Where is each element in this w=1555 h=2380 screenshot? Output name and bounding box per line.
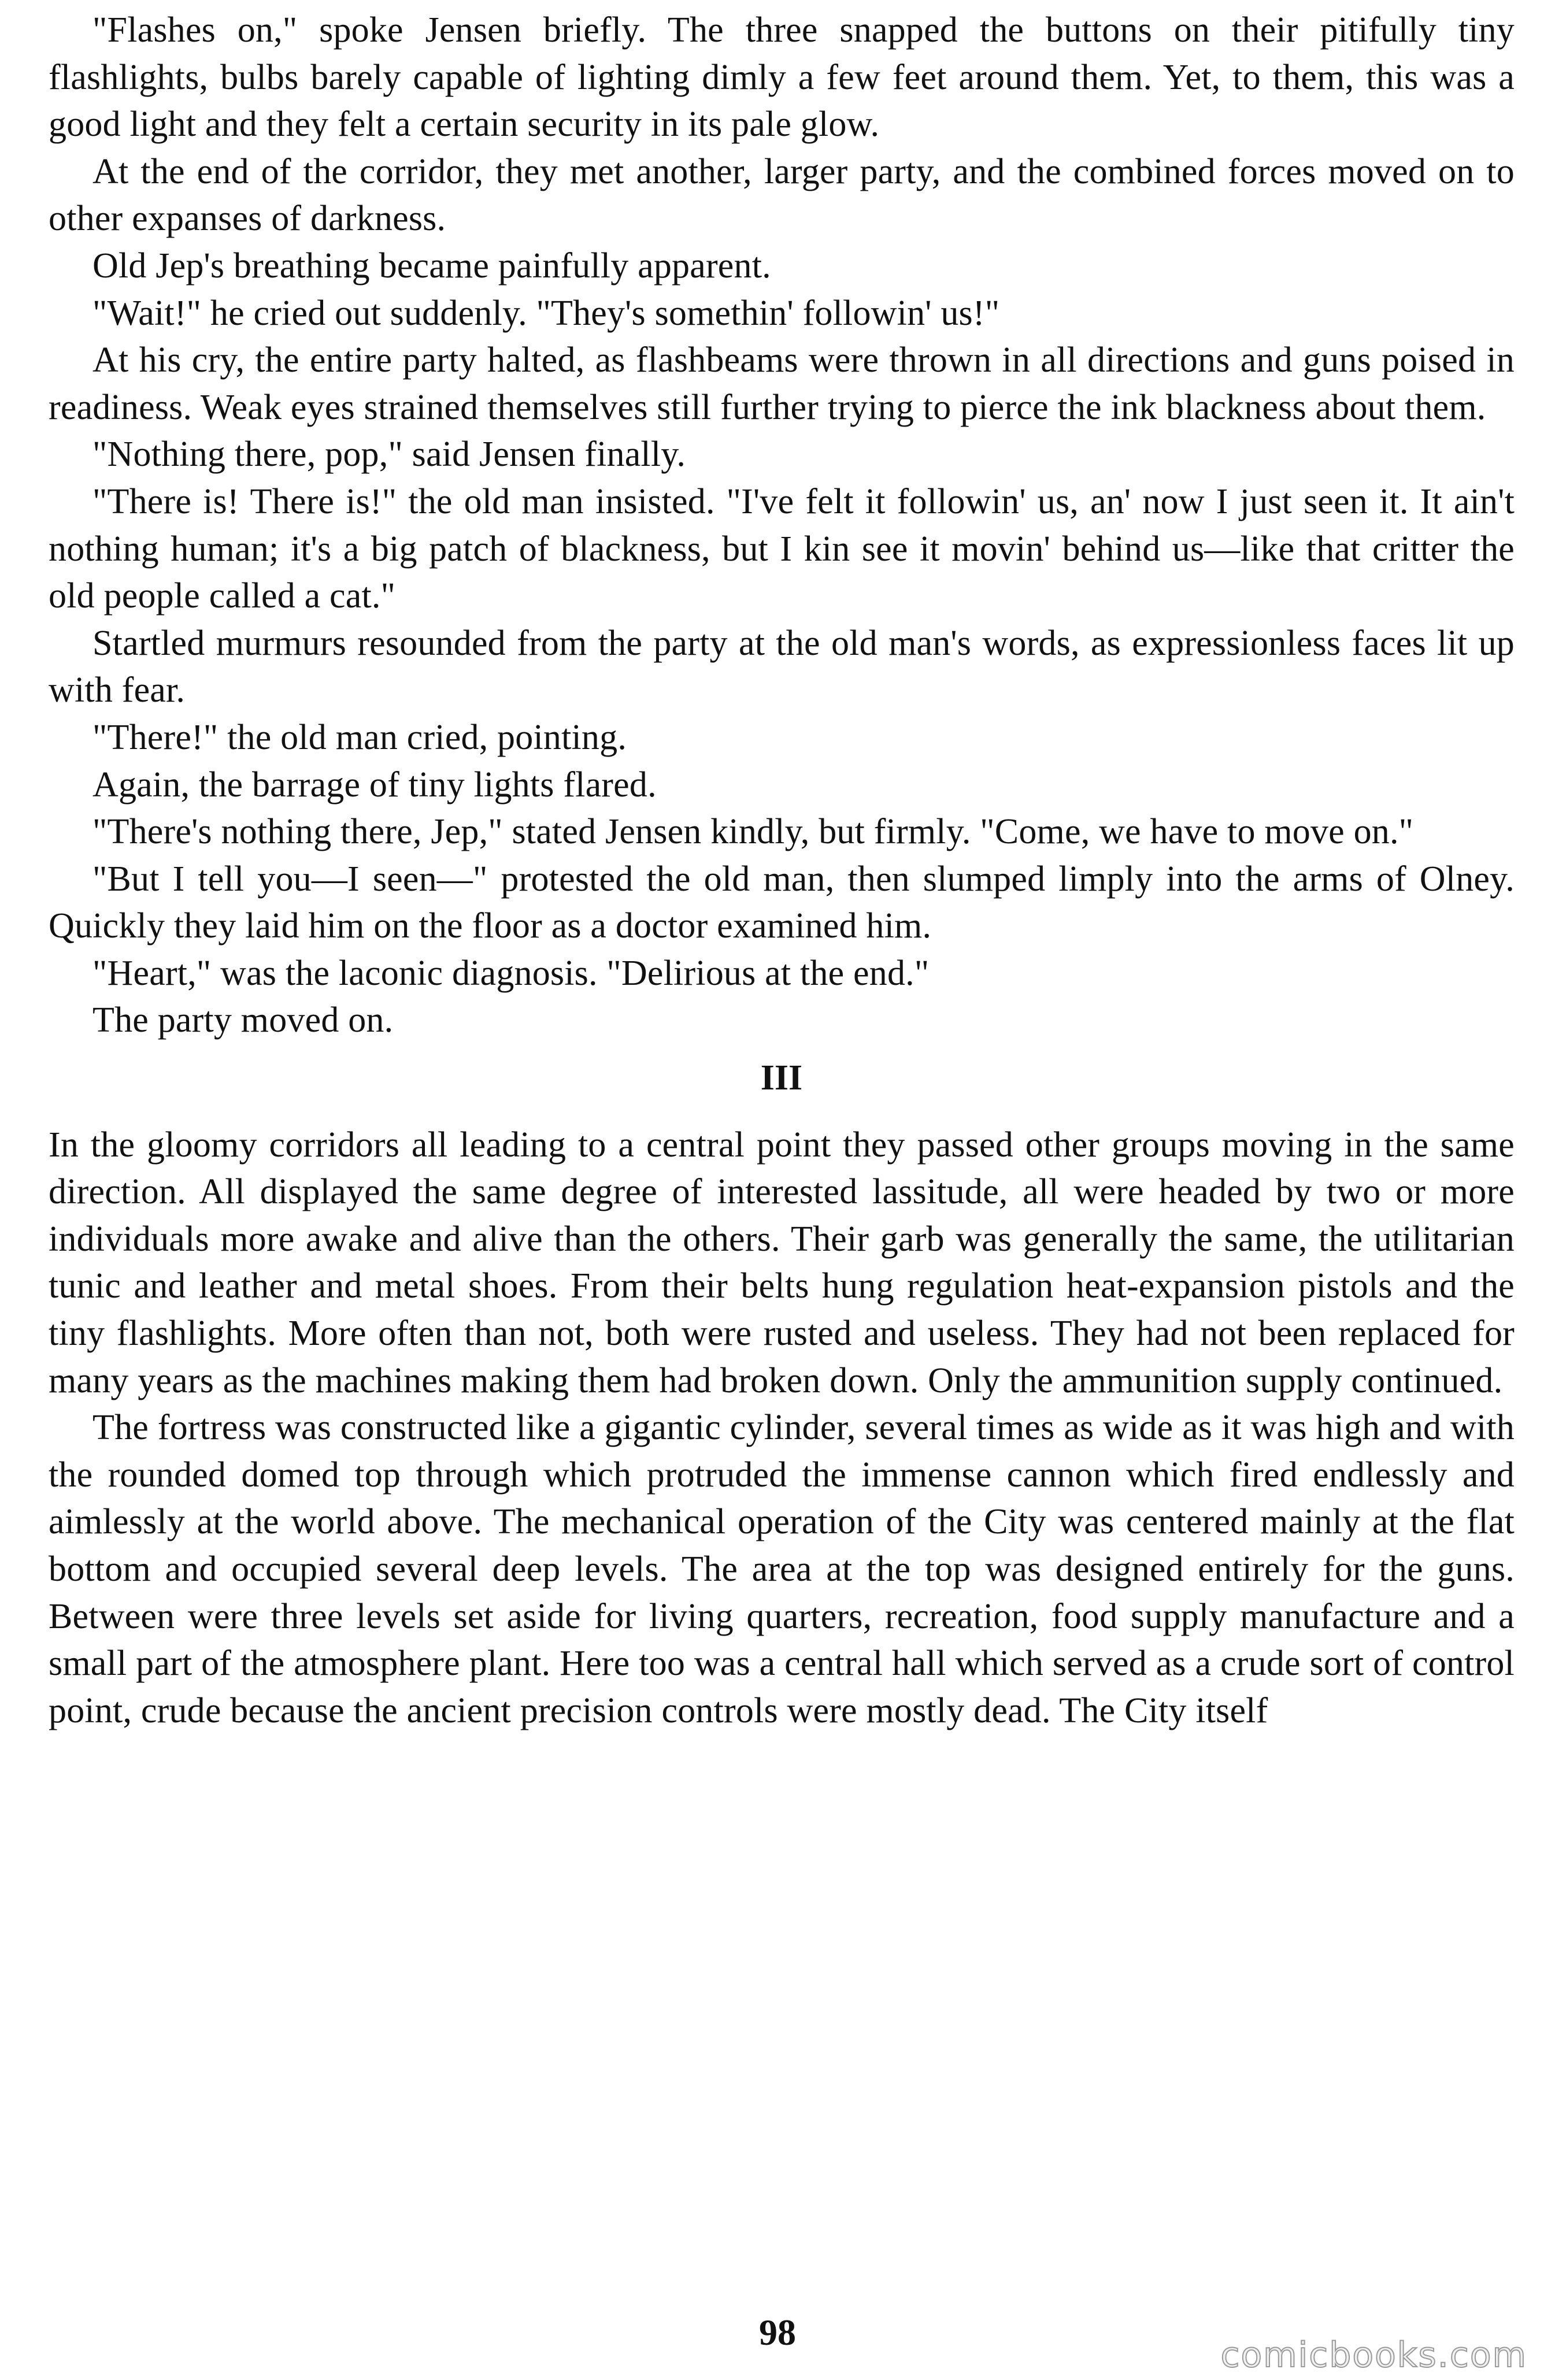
paragraph: "Wait!" he cried out suddenly. "They's somethin' followin' us!" [92,293,1000,333]
section-heading: III [760,1058,803,1098]
paragraph: At the end of the corridor, they met another, larger party, and the combined forces moved on to other expanses of darkness. [49,151,1515,239]
paragraph: "Nothing there, pop," said Jensen finally. [92,435,686,474]
paragraphs-after-heading [49,1122,1515,1735]
paragraph: The party moved on. [92,1000,394,1040]
paragraph: "Flashes on," spoke Jensen briefly. The three snapped the buttons on their pitifully tiny flashlights, bulbs barely capable of lighting dimly a few feet around them. Yet, to them, this was a good light and they felt a certain security in its pale glow. [49,10,1515,144]
paragraph: In the gloomy corridors all leading to a central point they passed other groups moving in the same direction. All displayed the same degree of interested lassitude, all were headed by two or more individuals more awake and alive than the others. Their garb was generally the same, the utilitarian tunic and leather and metal shoes. From their belts hung regulation heat-expansion pistols and the tiny flashlights. More often than not, both were rusted and useless. They had not been replaced for many years as the machines making them had broken down. Only the ammunition supply continued. [49,1125,1515,1400]
page-number: 98 [759,2312,796,2353]
paragraphs-before-heading [49,7,1515,1044]
paragraph: "But I tell you—I seen—" protested the old man, then slumped limply into the arms of Olney. Quickly they laid him on the floor as a doctor examined him. [49,859,1515,946]
paragraph: The fortress was constructed like a gigantic cylinder, several times as wide as it was high and with the rounded domed top through which protruded the immense cannon which fired endlessly and aimlessly at the world above. The mechanical operation of the City was centered mainly at the flat bottom and occupied several deep levels. The area at the top was designed entirely for the guns. Between were three levels set aside for living quarters, recreation, food supply manufacture and a small part of the atmosphere plant. Here too was a central hall which served as a crude sort of control point, crude because the ancient precision controls were mostly dead. The City itself [49,1408,1515,1730]
paragraph: "There is! There is!" the old man insisted. "I've felt it followin' us, an' now I just seen it. It ain't nothing human; it's a big patch of blackness, but I kin see it movin' behind us—like that critter the old people called a cat." [49,481,1515,616]
paragraph: "There!" the old man cried, pointing. [92,717,627,757]
watermark-logo: comicbooks.com [1220,2335,1527,2375]
paragraph: Old Jep's breathing became painfully apparent. [92,246,771,286]
paragraph: Again, the barrage of tiny lights flared. [92,765,657,805]
paragraph: "There's nothing there, Jep," stated Jensen kindly, but firmly. "Come, we have to move on." [92,812,1414,852]
text-column [49,7,1515,1734]
paragraph: At his cry, the entire party halted, as flashbeams were thrown in all directions and guns poised in readiness. Weak eyes strained themselves still further trying to pierce the ink blackness about them. [49,340,1515,427]
paragraph: "Heart," was the laconic diagnosis. "Delirious at the end." [92,953,930,993]
paragraph: Startled murmurs resounded from the party at the old man's words, as expressionless faces lit up with fear. [49,623,1515,710]
